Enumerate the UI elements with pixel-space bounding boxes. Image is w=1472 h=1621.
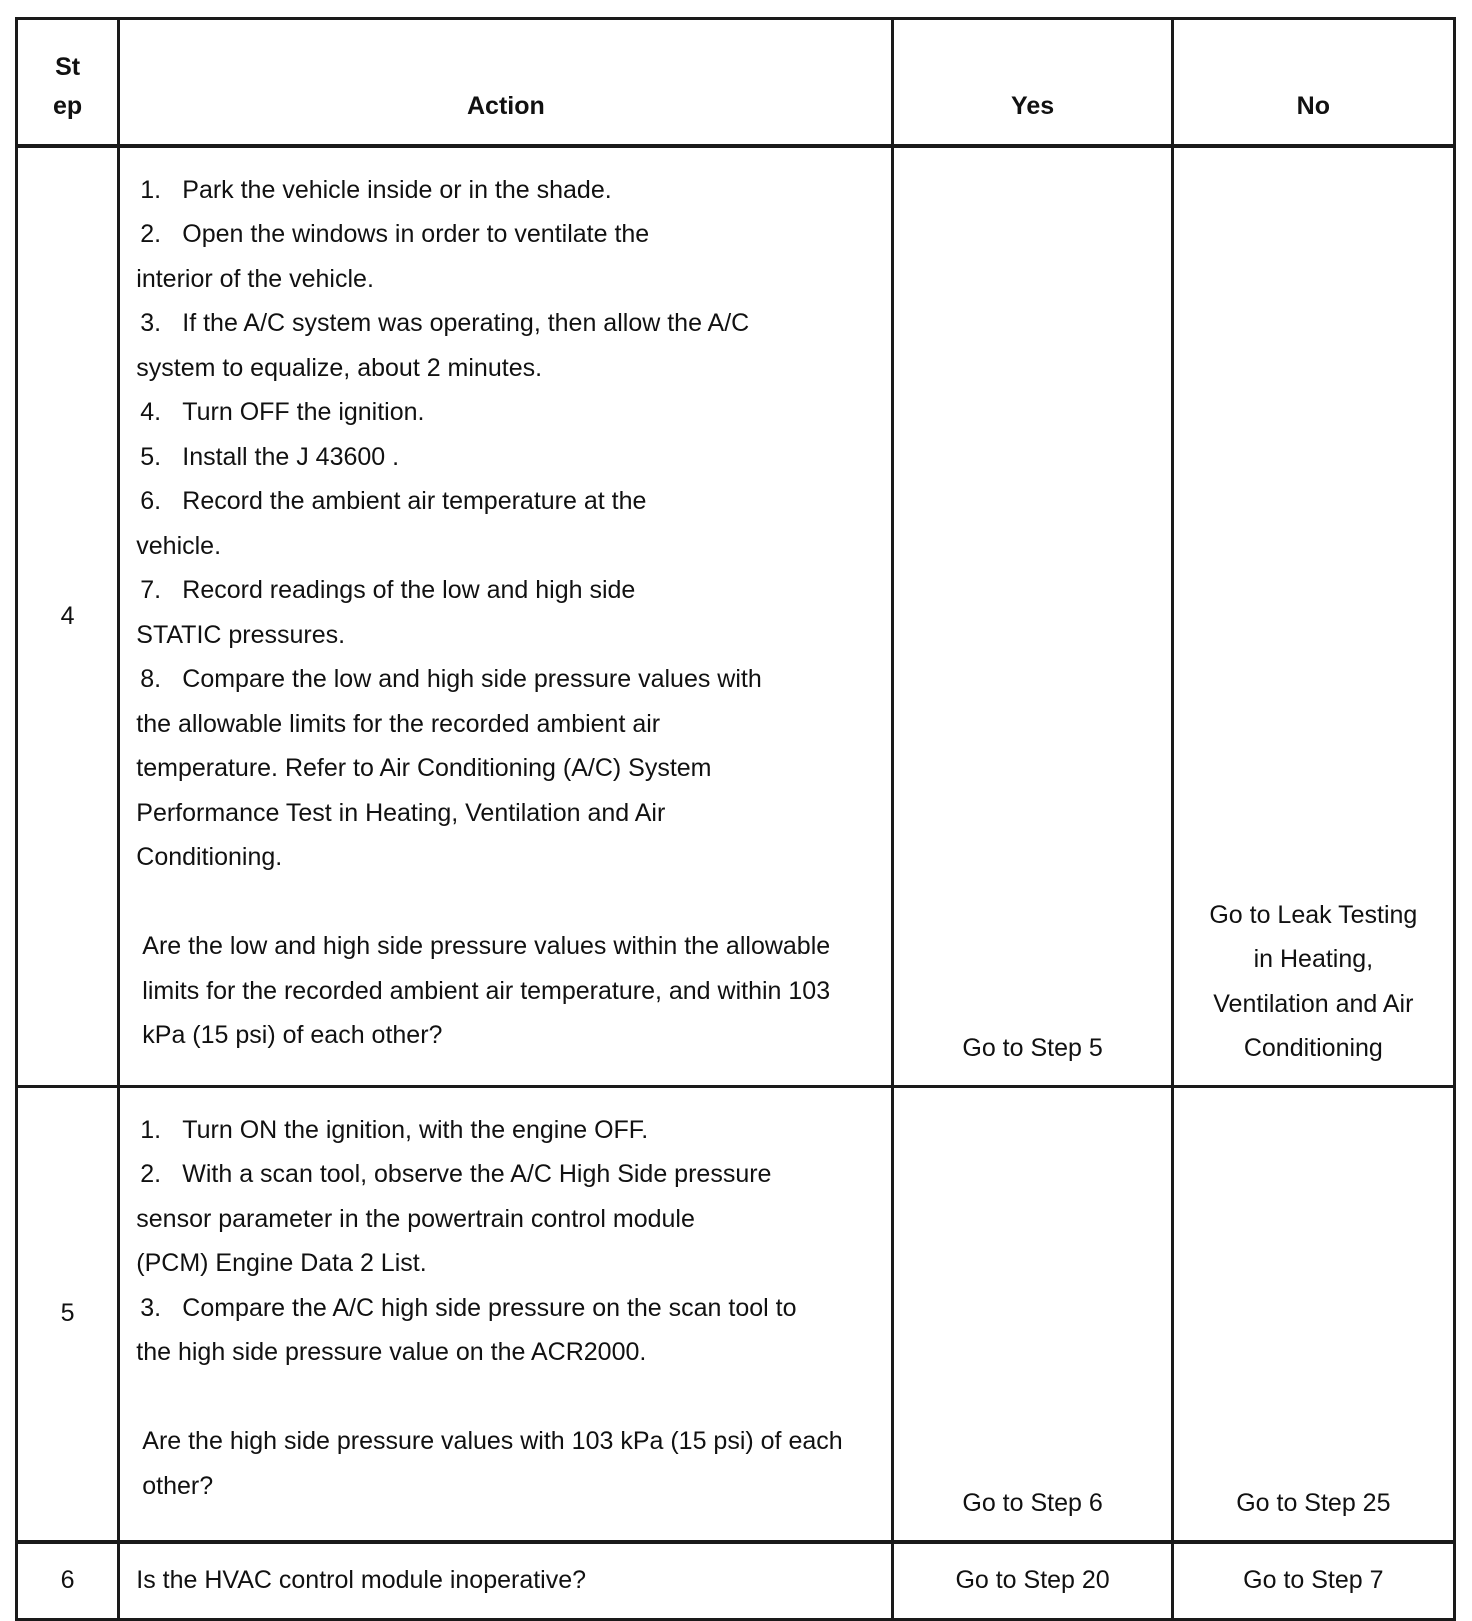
table-row <box>17 146 1455 1087</box>
list-item: 1. Turn ON the ignition, with the engine OFF. <box>140 1115 649 1144</box>
list-item: 1. Park the vehicle inside or in the shade. <box>140 175 612 204</box>
no-cell: Go to Step 25 <box>1172 1086 1454 1542</box>
list-item: 4. Turn OFF the ignition. <box>140 398 425 426</box>
header-yes: Yes <box>893 19 1172 146</box>
header-action: Action <box>119 19 893 146</box>
no-cell <box>1172 146 1454 1087</box>
list-item: 2. Open the windows in order to ventilate the interior of the vehicle. <box>136 220 650 293</box>
step-number: 4 <box>17 146 119 1087</box>
action-cell <box>119 1086 893 1542</box>
table-row <box>17 1542 1455 1620</box>
list-item: 3. Compare the A/C high side pressure on the scan tool to the high side pressure value on the ACR2000. <box>136 1293 797 1366</box>
list-item: 6. Record the ambient air temperature at the vehicle. <box>136 487 647 560</box>
list-item: 7. Record readings of the low and high side STATIC pressures. <box>136 576 636 649</box>
question-text: Are the low and high side pressure values within the allowable limits for the recorded ambient air temperature, and within 103 kPa (15 psi) of each other? <box>142 932 831 1049</box>
yes-cell: Go to Step 5 <box>893 146 1172 1087</box>
header-step: St ep <box>17 19 119 146</box>
step-number: 6 <box>17 1542 119 1620</box>
action-cell: Is the HVAC control module inoperative? <box>119 1542 893 1620</box>
list-item: 2. With a scan tool, observe the A/C High Side pressure sensor parameter in the powertrain control module (PCM) Engine Data 2 List. <box>136 1160 772 1277</box>
header-no: No <box>1172 19 1454 146</box>
no-cell: Go to Step 7 <box>1172 1542 1454 1620</box>
list-item: 8. Compare the low and high side pressure values with the allowable limits for the recorded ambient air temperature. Refer to Air Conditioning (A/C) System Performance Test in Heating, Ventilation and Air Conditioning. <box>136 665 762 871</box>
question-text: Are the high side pressure values with 103 kPa (15 psi) of each other? <box>142 1427 843 1500</box>
header-row <box>17 19 1455 146</box>
diagnostic-table <box>15 17 1456 1621</box>
table-row <box>17 1086 1455 1542</box>
no-link-text: Go to Leak Testing in Heating, Ventilation and Air Conditioning <box>1209 900 1418 1062</box>
step-number: 5 <box>17 1086 119 1542</box>
list-item: 5. Install the J 43600 . <box>140 442 400 471</box>
yes-cell: Go to Step 6 <box>893 1086 1172 1542</box>
action-cell <box>119 146 893 1087</box>
yes-cell: Go to Step 20 <box>893 1542 1172 1620</box>
list-item: 3. If the A/C system was operating, then allow the A/C system to equalize, about 2 minutes. <box>136 309 750 382</box>
